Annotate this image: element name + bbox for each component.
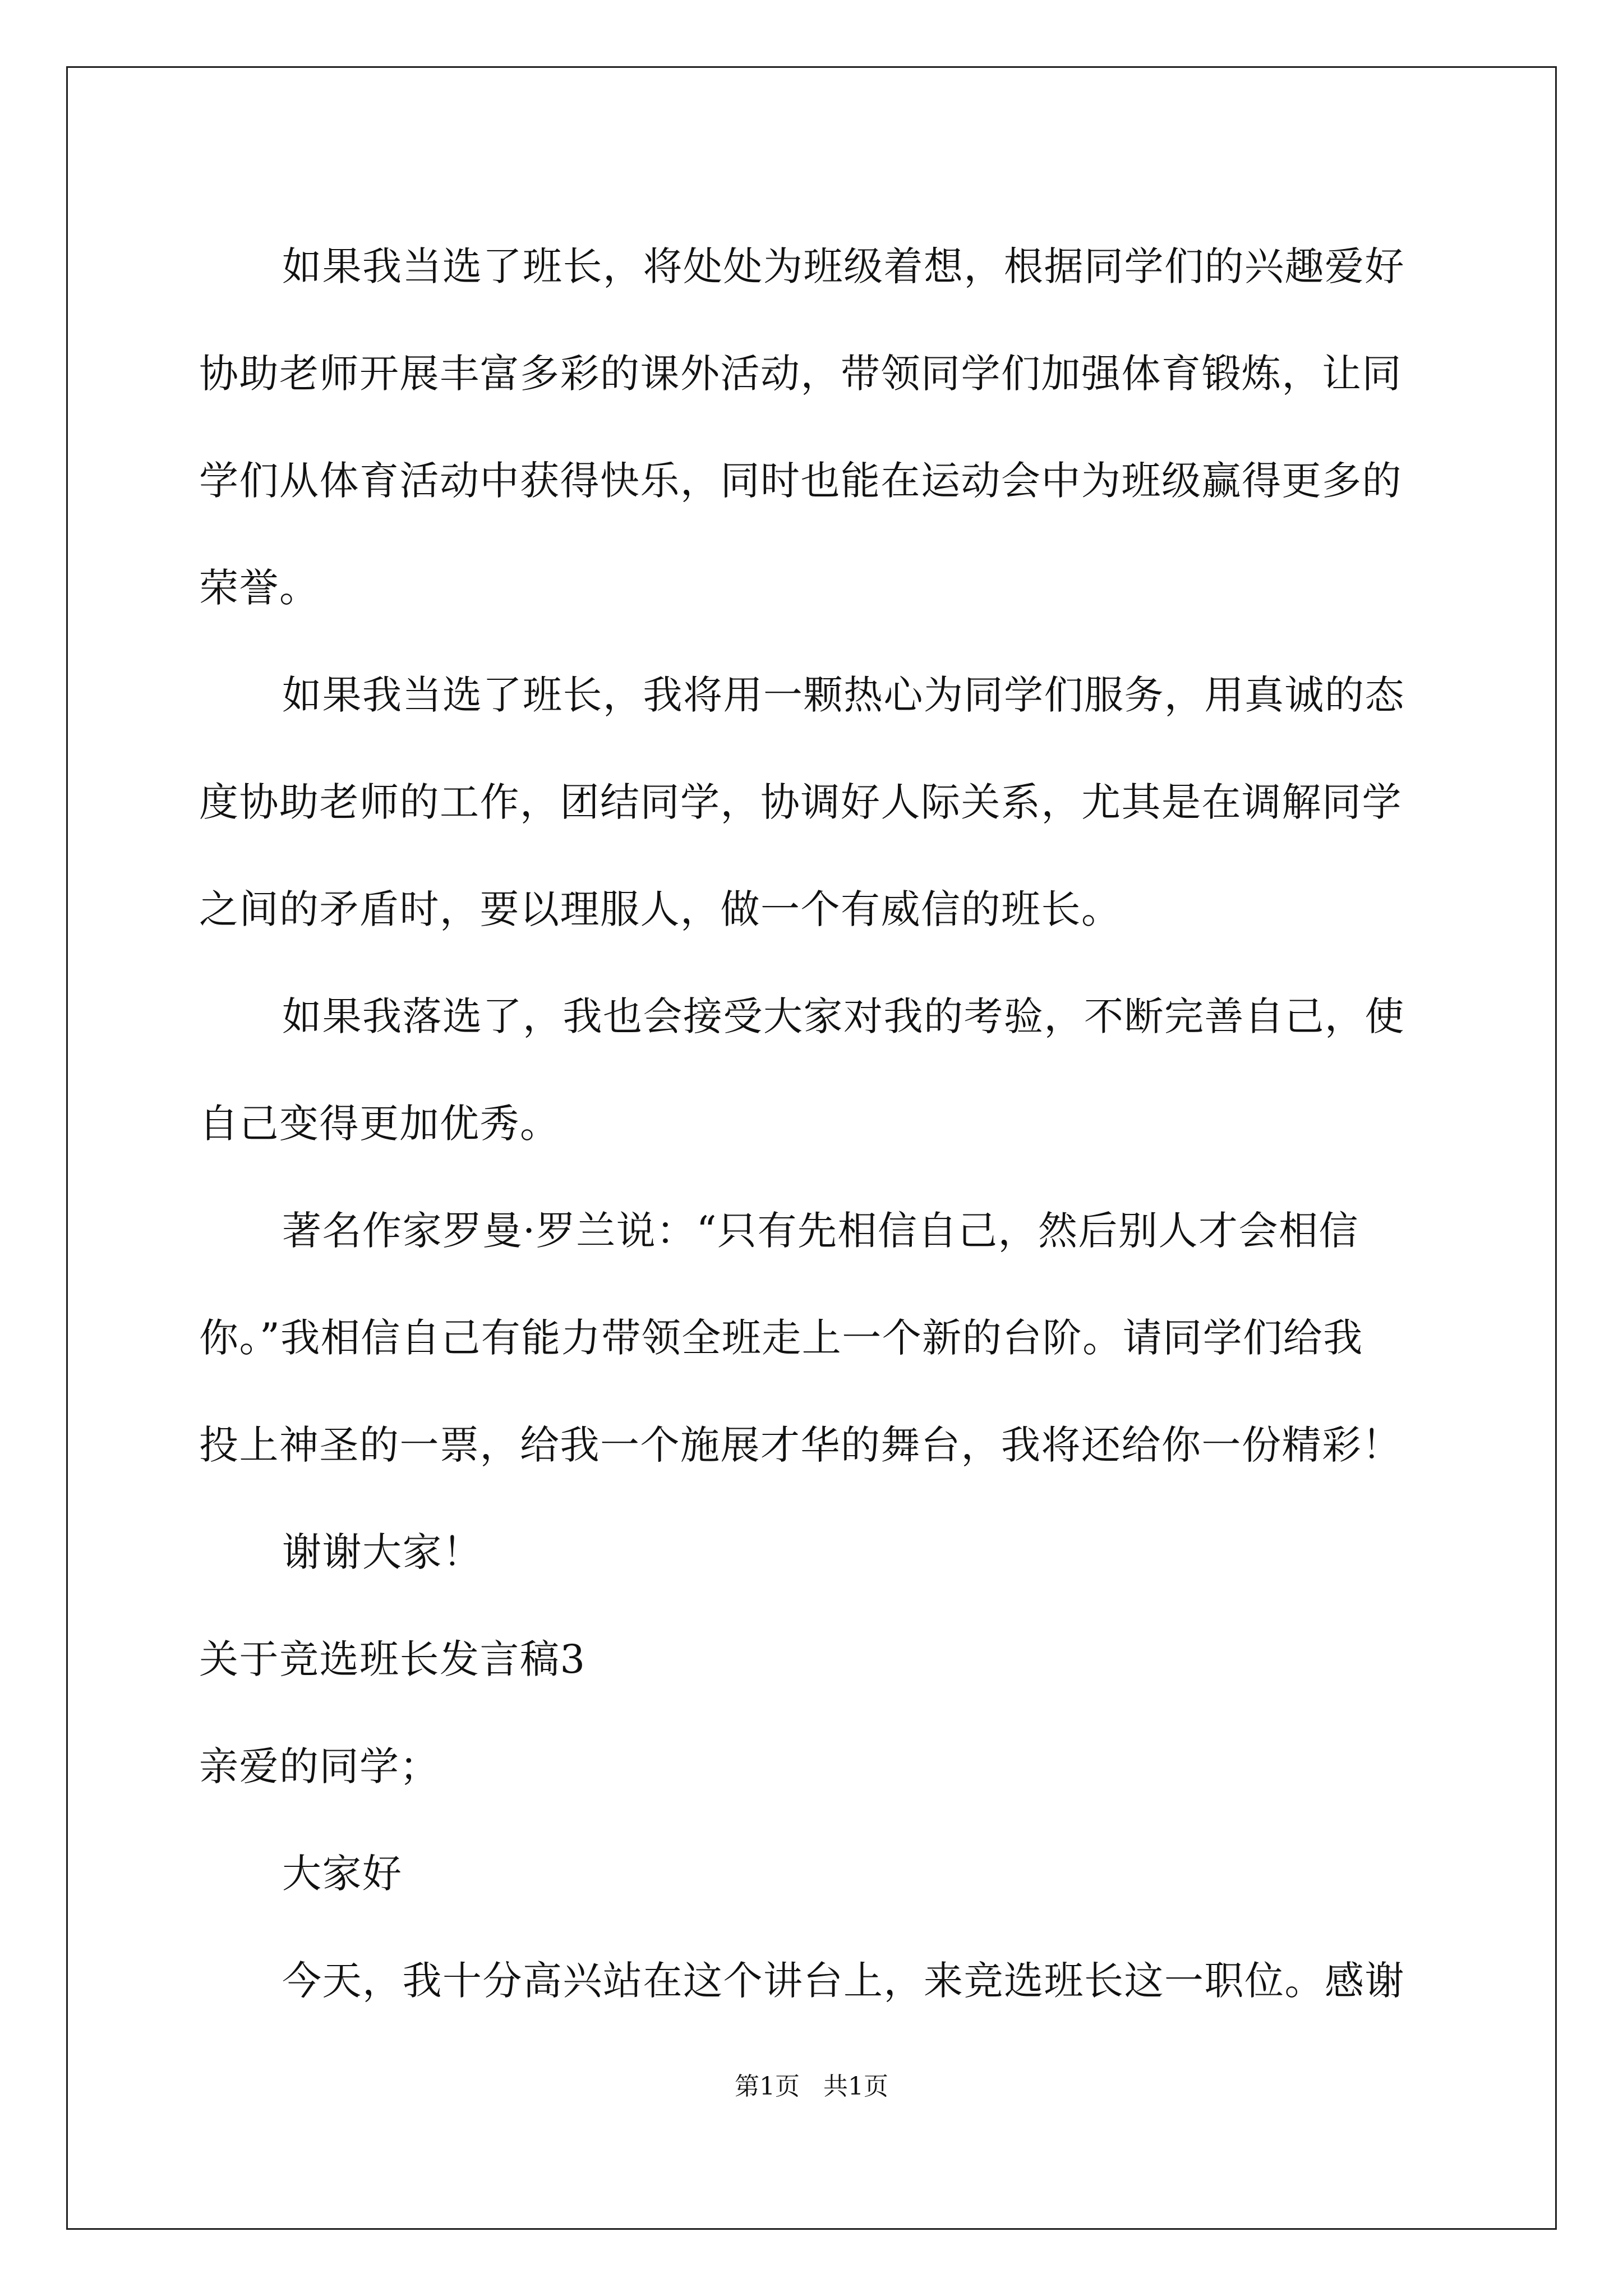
text-line: 学们从体育活动中获得快乐，同时也能在运动会中为班级赢得更多的 bbox=[199, 458, 1402, 504]
text-line: 如果我当选了班长，我将用一颗热心为同学们服务，用真诚的态 bbox=[282, 672, 1405, 718]
document-body bbox=[199, 213, 1427, 2035]
text-line: 如果我当选了班长，将处处为班级着想，根据同学们的兴趣爱好 bbox=[282, 243, 1405, 289]
text-line: 度协助老师的工作，团结同学，协调好人际关系，尤其是在调解同学 bbox=[199, 779, 1402, 825]
text-line: 自己变得更加优秀。 bbox=[199, 1101, 560, 1147]
text-line: 如果我落选了，我也会接受大家对我的考验，不断完善自己，使 bbox=[282, 993, 1405, 1039]
text-line: 协助老师开展丰富多彩的课外活动，带领同学们加强体育锻炼，让同 bbox=[199, 351, 1402, 397]
salutation: 亲爱的同学； bbox=[199, 1743, 440, 1789]
text-line: 你。”我相信自己有能力带领全班走上一个新的台阶。请同学们给我 bbox=[199, 1315, 1363, 1361]
text-line: 投上神圣的一票，给我一个施展才华的舞台，我将还给你一份精彩！ bbox=[199, 1422, 1402, 1468]
text-line: 今天，我十分高兴站在这个讲台上，来竞选班长这一职位。感谢 bbox=[282, 1958, 1405, 2004]
page-footer: 第1页 共1页 bbox=[735, 2072, 888, 2101]
text-line: 谢谢大家！ bbox=[282, 1529, 483, 1575]
text-line: 之间的矛盾时，要以理服人，做一个有威信的班长。 bbox=[199, 886, 1122, 932]
text-line: 荣誉。 bbox=[199, 565, 320, 611]
section-heading: 关于竞选班长发言稿3 bbox=[199, 1636, 586, 1682]
greeting: 大家好 bbox=[282, 1851, 403, 1897]
text-line: 著名作家罗曼·罗兰说：“只有先相信自己，然后别人才会相信 bbox=[282, 1208, 1359, 1254]
